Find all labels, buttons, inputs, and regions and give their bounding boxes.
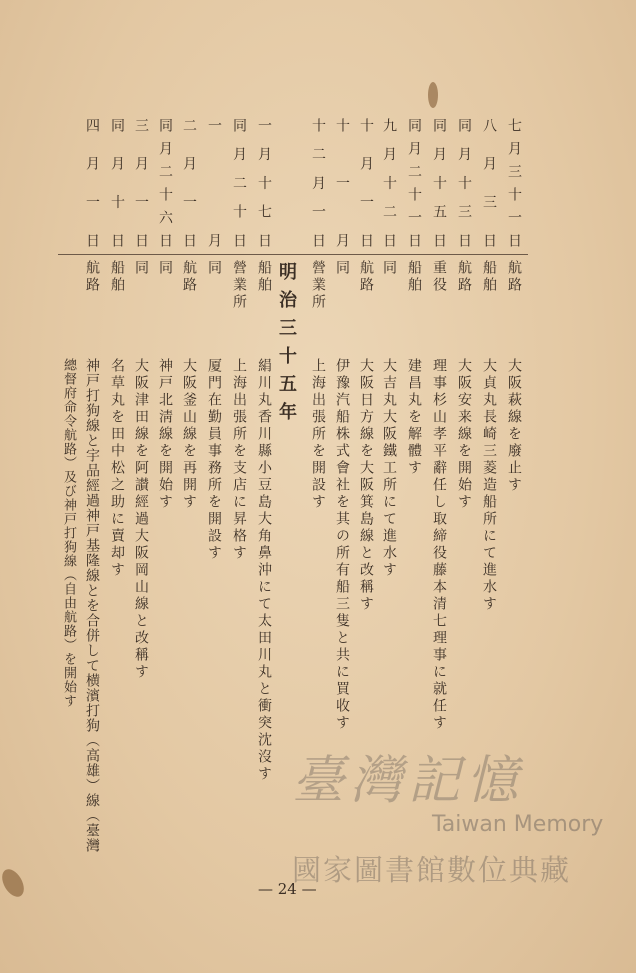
column-divider-line xyxy=(58,254,528,255)
entry-category: 航路 xyxy=(181,260,197,294)
entry-date: 同月二十六日 xyxy=(157,118,173,250)
entry-category: 船舶 xyxy=(256,260,272,294)
entry-text: 上海出張所を支店に昇格す xyxy=(231,358,247,562)
entry-text: 大貞丸長崎三菱造船所にて進水す xyxy=(481,358,497,613)
watermark-calligraphy: 臺灣記憶 xyxy=(292,751,525,811)
entry-category: 重役 xyxy=(431,260,447,294)
entry-date: 十一月 xyxy=(334,118,350,250)
entry-text: 總督府命令航路）及び神戸打狗線（自由航路）を開始す xyxy=(61,358,76,708)
entry-date: 四月一日 xyxy=(84,118,100,250)
entry-text: 名草丸を田中松之助に賣却す xyxy=(109,358,125,579)
entry-text: 厦門在勤員事務所を開設す xyxy=(206,358,222,562)
entry-text: 大阪安来線を開始す xyxy=(456,358,472,511)
entry-date: 同月十日 xyxy=(109,118,125,250)
entry-date: 十月一日 xyxy=(358,118,374,250)
entry-category: 航路 xyxy=(358,260,374,294)
entry-text: 伊豫汽船株式會社を其の所有船三隻と共に買收す xyxy=(334,358,350,732)
entry-date: 同月十三日 xyxy=(456,118,472,250)
entry-category: 同 xyxy=(206,260,222,277)
watermark-chinese: 國家圖書館數位典藏 xyxy=(292,853,572,887)
entry-category: 同 xyxy=(381,260,397,277)
entry-text: 神戸打狗線と宇品經過神戸基隆線とを合併して横濱打狗（高雄）線（臺灣 xyxy=(84,358,100,853)
entry-date: 二月一日 xyxy=(181,118,197,250)
entry-category: 同 xyxy=(133,260,149,277)
entry-text: 大阪津田線を阿讃經過大阪岡山線と改稱す xyxy=(133,358,149,681)
paper-stain xyxy=(428,82,438,108)
entry-category: 同 xyxy=(157,260,173,277)
entry-text: 上海出張所を開設す xyxy=(310,358,326,511)
entry-date: 同月十五日 xyxy=(431,118,447,250)
entry-category: 航路 xyxy=(456,260,472,294)
entry-date: 一月 xyxy=(206,118,222,250)
entry-date: 同月二十日 xyxy=(231,118,247,250)
entry-category: 航路 xyxy=(506,260,522,294)
page-number: — 24 — xyxy=(258,880,317,898)
entry-text: 大吉丸大阪鐵工所にて進水す xyxy=(381,358,397,579)
entry-text: 絹川丸香川縣小豆島大角鼻沖にて太田川丸と衝突沈沒す xyxy=(256,358,272,783)
entry-category: 船舶 xyxy=(109,260,125,294)
entry-category: 航路 xyxy=(84,260,100,294)
entry-text: 大阪釜山線を再開す xyxy=(181,358,197,511)
year-heading: 明治三十五年 xyxy=(276,262,297,430)
entry-category: 營業所 xyxy=(231,260,247,311)
entry-text: 大阪萩線を廢止す xyxy=(506,358,522,494)
entry-category: 同 xyxy=(334,260,350,277)
entry-category: 船舶 xyxy=(406,260,422,294)
entry-category: 營業所 xyxy=(310,260,326,311)
entry-date: 十二月一日 xyxy=(310,118,326,250)
entry-date: 三月一日 xyxy=(133,118,149,250)
entry-date: 一月十七日 xyxy=(256,118,272,250)
entry-date: 七月三十一日 xyxy=(506,118,522,250)
entry-date: 八月三日 xyxy=(481,118,497,250)
entry-text: 建昌丸を解體す xyxy=(406,358,422,477)
paper-stain xyxy=(0,866,28,901)
entry-category: 船舶 xyxy=(481,260,497,294)
entry-date: 同月二十一日 xyxy=(406,118,422,250)
entry-text: 理事杉山孝平辭任し取締役藤本清七理事に就任す xyxy=(431,358,447,732)
entry-text: 大阪日方線を大阪箕島線と改稱す xyxy=(358,358,374,613)
entry-date: 九月十二日 xyxy=(381,118,397,250)
entry-text: 神戸北淸線を開始す xyxy=(157,358,173,511)
watermark-english: Taiwan Memory xyxy=(432,812,604,837)
